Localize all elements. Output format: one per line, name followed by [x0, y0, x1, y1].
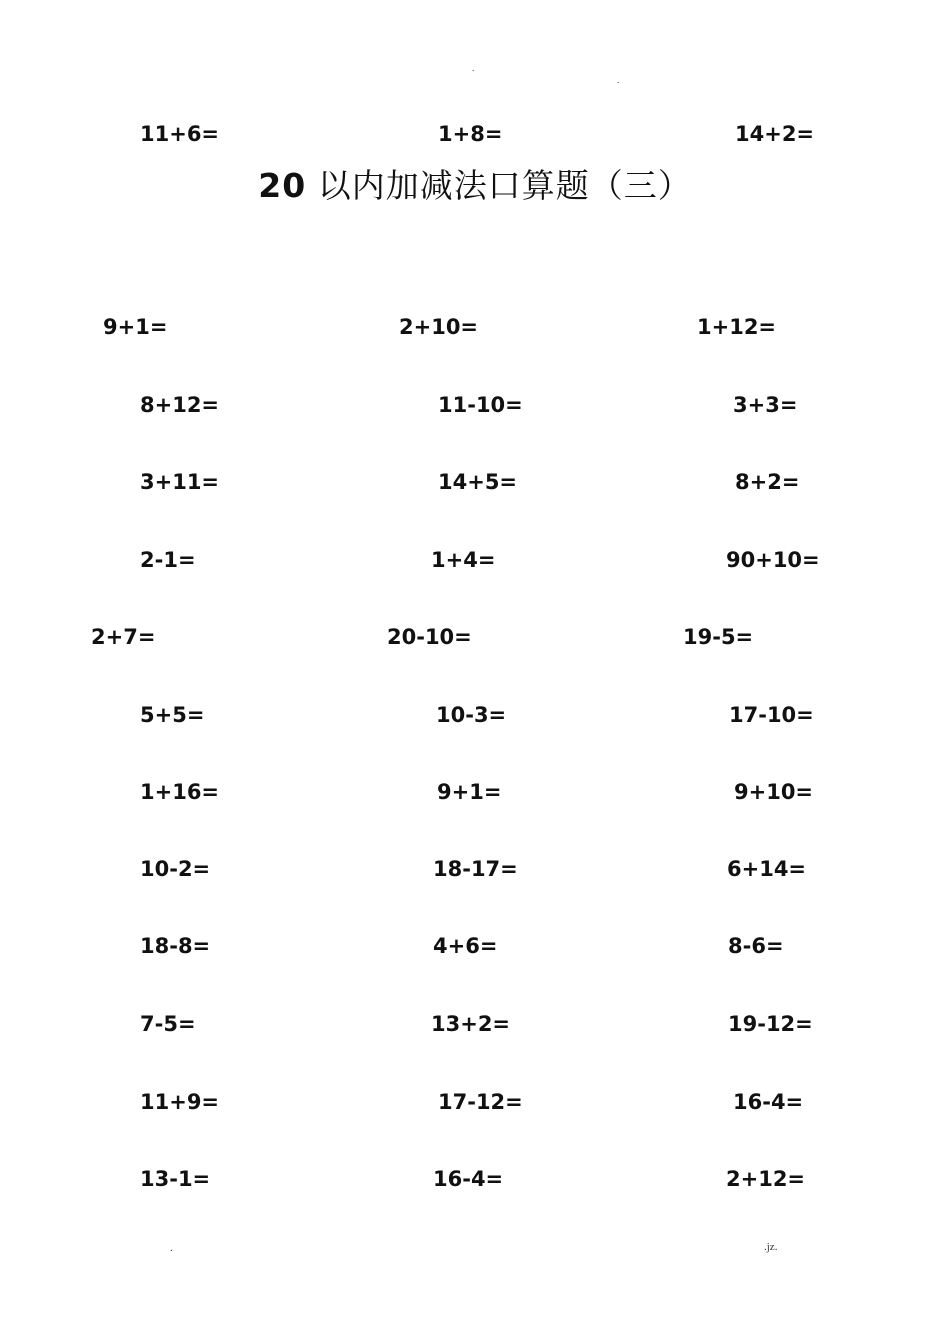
problem: 11+9=: [140, 1090, 220, 1114]
problem: 14+2=: [735, 122, 815, 146]
problem: 1+8=: [438, 122, 503, 146]
problem: 5+5=: [140, 703, 205, 727]
problem: 9+1=: [437, 780, 502, 804]
problem: 18-17=: [433, 857, 518, 881]
problem: 1+4=: [431, 548, 496, 572]
problem: 3+11=: [140, 470, 220, 494]
problem: 11+6=: [140, 122, 220, 146]
header-dot-left: .: [472, 63, 475, 73]
problem: 13+2=: [431, 1012, 511, 1036]
problem: 19-12=: [728, 1012, 813, 1036]
problem: 9+10=: [734, 780, 814, 804]
problem: 19-5=: [683, 625, 754, 649]
problem: 90+10=: [726, 548, 820, 572]
problem: 14+5=: [438, 470, 518, 494]
title-text: 以内加减法口算题（三）: [306, 166, 692, 205]
page-title: [0, 160, 950, 207]
problem: 1+12=: [697, 315, 777, 339]
problem: 16-4=: [433, 1167, 504, 1191]
problem: 8+12=: [140, 393, 220, 417]
problem: 2+7=: [91, 625, 156, 649]
problem: 1+16=: [140, 780, 220, 804]
problem: 6+14=: [727, 857, 807, 881]
problem: 2-1=: [140, 548, 196, 572]
problem: 8-6=: [728, 934, 784, 958]
problem: 17-12=: [438, 1090, 523, 1114]
problem: 17-10=: [729, 703, 814, 727]
problem: 11-10=: [438, 393, 523, 417]
problem: 4+6=: [433, 934, 498, 958]
problem: 16-4=: [733, 1090, 804, 1114]
header-dot-right: .: [617, 75, 620, 85]
problem: 18-8=: [140, 934, 211, 958]
problem: 20-10=: [387, 625, 472, 649]
problem: 2+12=: [726, 1167, 806, 1191]
footer-right-mark: .jz.: [764, 1241, 778, 1253]
problem: 9+1=: [103, 315, 168, 339]
problem: 10-2=: [140, 857, 211, 881]
footer-left-mark: .: [170, 1242, 173, 1254]
problem: 10-3=: [436, 703, 507, 727]
problem: 13-1=: [140, 1167, 211, 1191]
problem: 7-5=: [140, 1012, 196, 1036]
problem: 3+3=: [733, 393, 798, 417]
problem: 8+2=: [735, 470, 800, 494]
problem: 2+10=: [399, 315, 479, 339]
title-number: 20: [258, 166, 307, 205]
